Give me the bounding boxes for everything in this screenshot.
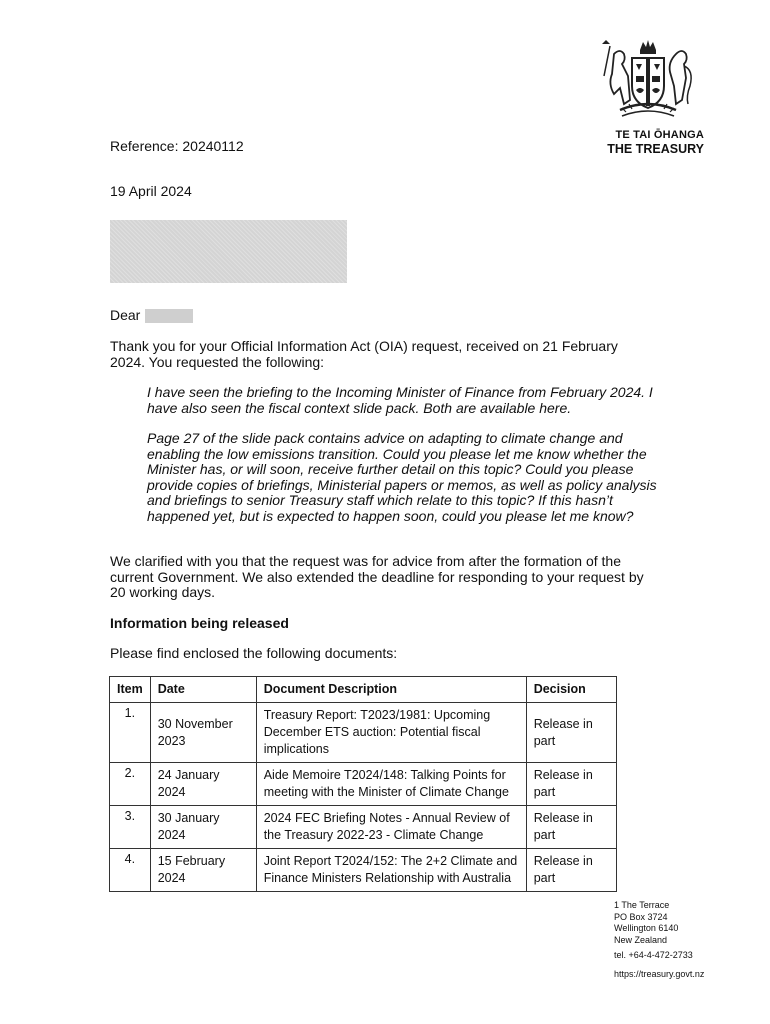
table-row [110, 806, 617, 849]
footer-address [614, 900, 704, 980]
enclosed-intro: Please find enclosed the following documents: [110, 645, 398, 661]
documents-table [109, 676, 617, 892]
website-link[interactable]: https://treasury.govt.nz [614, 968, 705, 979]
header-decision: Decision [526, 677, 616, 703]
intro-paragraph: Thank you for your Official Information Act (OIA) request, received on 21 February 2024. You requested the following: [110, 338, 618, 370]
table-header-row [110, 677, 617, 703]
table-row [110, 849, 617, 892]
row-description: Treasury Report: T2023/1981: Upcoming December ETS auction: Potential fiscal implications [256, 703, 526, 763]
section-heading: Information being released [110, 615, 289, 631]
clarification-paragraph: We clarified with you that the request was for advice from after the formation of the current Government. We also extended the deadline for responding to your request by 20 working days. [110, 553, 644, 600]
row-decision: Release in part [526, 806, 616, 849]
row-date: 30 January 2024 [150, 806, 256, 849]
letter-date: 19 April 2024 [110, 183, 192, 199]
coat-of-arms-icon [592, 36, 704, 126]
row-description: Joint Report T2024/152: The 2+2 Climate and Finance Ministers Relationship with Australia [256, 849, 526, 892]
row-description: Aide Memoire T2024/148: Talking Points for meeting with the Minister of Climate Change [256, 763, 526, 806]
header-date: Date [150, 677, 256, 703]
row-date: 30 November 2023 [150, 703, 256, 763]
org-name-maori: TE TAI ŌHANGA [615, 129, 704, 141]
table-row [110, 703, 617, 763]
header-description: Document Description [256, 677, 526, 703]
row-item: 3. [110, 806, 151, 849]
phone-number: tel. +64-4-472-2733 [614, 950, 693, 960]
redacted-address-block [110, 220, 347, 283]
org-name-english: THE TREASURY [607, 142, 704, 156]
row-decision: Release in part [526, 849, 616, 892]
row-decision: Release in part [526, 703, 616, 763]
header-item: Item [110, 677, 151, 703]
row-description: 2024 FEC Briefing Notes - Annual Review of the Treasury 2022-23 - Climate Change [256, 806, 526, 849]
request-quote-2: Page 27 of the slide pack contains advice on adapting to climate change and enabling the low emissions transition. Could you please let me know whether the Minister has, or will soon, receive further detail on this topic? Could you please provide copies of briefings, Ministerial papers or memos, as well as policy analysis and briefings to senior Treasury staff which relate to this topic? If this hasn’t happened yet, but is expected to happen soon, could you please let me know? [147, 430, 657, 524]
address-line: New Zealand [614, 934, 668, 945]
row-item: 2. [110, 763, 151, 806]
row-decision: Release in part [526, 763, 616, 806]
salutation: Dear [110, 307, 141, 323]
redacted-name [145, 309, 193, 323]
row-date: 15 February 2024 [150, 849, 256, 892]
table-row [110, 763, 617, 806]
reference-number: Reference: 20240112 [110, 138, 244, 154]
treasury-logo [592, 36, 704, 156]
row-date: 24 January 2024 [150, 763, 256, 806]
row-item: 4. [110, 849, 151, 892]
address-line: PO Box 3724 [614, 911, 668, 922]
address-line: 1 The Terrace [614, 900, 670, 910]
address-line: Wellington 6140 [614, 923, 679, 933]
row-item: 1. [110, 703, 151, 763]
request-quote-1: I have seen the briefing to the Incoming Minister of Finance from February 2024. I have also seen the fiscal context slide pack. Both are available here. [147, 384, 653, 416]
